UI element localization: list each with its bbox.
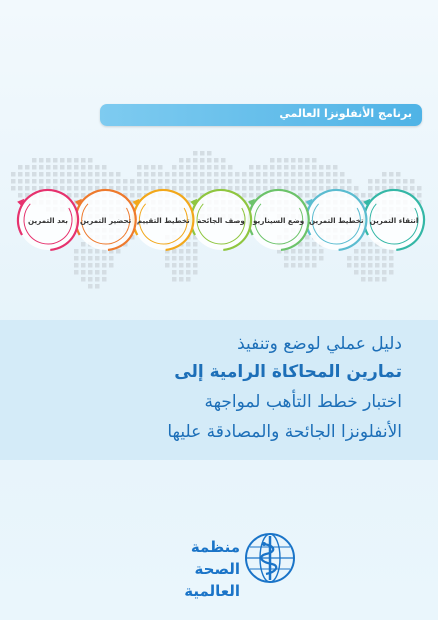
- map-dot: [158, 165, 163, 170]
- map-dot: [368, 263, 373, 268]
- map-dot: [270, 172, 275, 177]
- map-dot: [46, 165, 51, 170]
- map-dot: [207, 172, 212, 177]
- map-dot: [354, 263, 359, 268]
- map-dot: [81, 158, 86, 163]
- map-dot: [179, 263, 184, 268]
- map-dot: [221, 158, 226, 163]
- map-dot: [88, 284, 93, 289]
- map-dot: [144, 165, 149, 170]
- map-dot: [375, 277, 380, 282]
- map-dot: [375, 263, 380, 268]
- map-dot: [88, 165, 93, 170]
- map-dot: [102, 277, 107, 282]
- who-logo-line-1: منظمة: [190, 538, 240, 556]
- map-dot: [298, 165, 303, 170]
- map-dot: [165, 172, 170, 177]
- map-dot: [193, 158, 198, 163]
- map-dot: [172, 277, 177, 282]
- map-dot: [256, 165, 261, 170]
- map-dot: [200, 172, 205, 177]
- map-dot: [81, 263, 86, 268]
- map-dot: [67, 172, 72, 177]
- map-dot: [151, 165, 156, 170]
- map-dot: [312, 165, 317, 170]
- map-dot: [39, 158, 44, 163]
- map-dot: [340, 172, 345, 177]
- map-dot: [179, 270, 184, 275]
- map-dot: [298, 172, 303, 177]
- map-dot: [102, 172, 107, 177]
- map-dot: [95, 263, 100, 268]
- map-dot: [102, 263, 107, 268]
- map-dot: [221, 172, 226, 177]
- map-dot: [277, 165, 282, 170]
- map-dot: [291, 263, 296, 268]
- map-dot: [326, 172, 331, 177]
- map-dot: [102, 270, 107, 275]
- map-dot: [88, 263, 93, 268]
- map-dot: [179, 172, 184, 177]
- map-dot: [74, 158, 79, 163]
- map-dot: [228, 165, 233, 170]
- map-dot: [186, 158, 191, 163]
- map-dot: [88, 158, 93, 163]
- map-dot: [256, 172, 261, 177]
- map-dot: [25, 165, 30, 170]
- map-dot: [207, 158, 212, 163]
- map-dot: [263, 165, 268, 170]
- map-dot: [109, 172, 114, 177]
- map-dot: [172, 263, 177, 268]
- map-dot: [172, 270, 177, 275]
- map-dot: [74, 263, 79, 268]
- map-dot: [270, 158, 275, 163]
- map-dot: [221, 165, 226, 170]
- map-dot: [186, 263, 191, 268]
- map-dot: [81, 270, 86, 275]
- map-dot: [319, 172, 324, 177]
- map-dot: [102, 165, 107, 170]
- map-dot: [298, 158, 303, 163]
- map-dot: [32, 172, 37, 177]
- map-dot: [305, 158, 310, 163]
- map-dot: [235, 172, 240, 177]
- map-dot: [32, 165, 37, 170]
- map-dot: [333, 165, 338, 170]
- map-dot: [179, 277, 184, 282]
- title-line-1: دليل عملي لوضع وتنفيذ: [237, 334, 402, 354]
- map-dot: [312, 172, 317, 177]
- map-dot: [284, 172, 289, 177]
- map-dot: [144, 172, 149, 177]
- map-dot: [81, 172, 86, 177]
- map-dot: [277, 172, 282, 177]
- map-dot: [193, 165, 198, 170]
- map-dot: [95, 165, 100, 170]
- map-dot: [354, 270, 359, 275]
- who-emblem-icon: [242, 530, 298, 586]
- cycle-step-label: انتقاء التمرين: [369, 216, 419, 225]
- map-dot: [95, 270, 100, 275]
- cycle-step: [7, 180, 89, 260]
- who-logo-text: [150, 536, 240, 602]
- map-dot: [186, 277, 191, 282]
- map-dot: [137, 165, 142, 170]
- map-dot: [137, 172, 142, 177]
- map-dot: [263, 172, 268, 177]
- map-dot: [361, 270, 366, 275]
- map-dot: [39, 165, 44, 170]
- cycle-step-label: تخطيط التمرين: [309, 216, 364, 225]
- map-dot: [172, 172, 177, 177]
- map-dot: [249, 165, 254, 170]
- map-dot: [284, 263, 289, 268]
- cycle-step-label: وضع السيناريو: [253, 216, 305, 225]
- map-dot: [319, 165, 324, 170]
- map-dot: [53, 172, 58, 177]
- title-line-3: اختبار خطط التأهب لمواجهة: [204, 392, 402, 412]
- map-dot: [88, 277, 93, 282]
- map-dot: [382, 270, 387, 275]
- map-dot: [228, 172, 233, 177]
- map-dot: [284, 158, 289, 163]
- title-line-4: الأنفلونزا الجائحة والمصادقة عليها: [167, 422, 402, 442]
- map-dot: [95, 172, 100, 177]
- map-dot: [67, 165, 72, 170]
- map-dot: [32, 158, 37, 163]
- map-dot: [46, 172, 51, 177]
- map-dot: [186, 165, 191, 170]
- map-dot: [312, 158, 317, 163]
- map-dot: [389, 263, 394, 268]
- map-dot: [207, 165, 212, 170]
- map-dot: [74, 165, 79, 170]
- map-dot: [396, 172, 401, 177]
- map-dot: [18, 165, 23, 170]
- map-dot: [333, 172, 338, 177]
- map-dot: [67, 158, 72, 163]
- banner-text: برنامج الأنفلونزا العالمي: [279, 107, 412, 120]
- map-dot: [158, 172, 163, 177]
- map-dot: [277, 158, 282, 163]
- map-dot: [270, 165, 275, 170]
- map-dot: [326, 165, 331, 170]
- map-dot: [312, 263, 317, 268]
- map-dot: [88, 172, 93, 177]
- map-dot: [53, 158, 58, 163]
- map-dot: [200, 158, 205, 163]
- map-dot: [200, 165, 205, 170]
- map-dot: [298, 263, 303, 268]
- map-dot: [60, 165, 65, 170]
- map-dot: [214, 158, 219, 163]
- map-dot: [284, 165, 289, 170]
- map-dot: [291, 172, 296, 177]
- map-dot: [214, 165, 219, 170]
- map-dot: [95, 284, 100, 289]
- map-dot: [11, 172, 16, 177]
- cycle-step-label: وصف الجائحة: [197, 216, 245, 225]
- map-dot: [347, 263, 352, 268]
- map-dot: [305, 172, 310, 177]
- map-dot: [39, 172, 44, 177]
- cycle-step-label: تخطيط التقييم: [136, 216, 190, 225]
- cycle-step-label: بعد التمرين: [28, 216, 68, 225]
- map-dot: [368, 270, 373, 275]
- cycle-step-label: تحضير التمرين: [79, 216, 132, 225]
- map-dot: [389, 172, 394, 177]
- program-banner: [100, 104, 422, 126]
- map-dot: [88, 270, 93, 275]
- map-dot: [186, 172, 191, 177]
- who-logo: [150, 526, 320, 600]
- map-dot: [305, 165, 310, 170]
- map-dot: [25, 172, 30, 177]
- map-dot: [172, 165, 177, 170]
- map-dot: [291, 165, 296, 170]
- map-dot: [95, 277, 100, 282]
- map-dot: [382, 263, 387, 268]
- map-dot: [193, 270, 198, 275]
- map-dot: [249, 172, 254, 177]
- map-dot: [179, 158, 184, 163]
- map-dot: [207, 151, 212, 156]
- map-dot: [165, 263, 170, 268]
- map-dot: [81, 277, 86, 282]
- map-dot: [214, 172, 219, 177]
- title-band: [0, 320, 438, 460]
- map-dot: [193, 263, 198, 268]
- map-dot: [74, 270, 79, 275]
- map-dot: [46, 158, 51, 163]
- map-dot: [60, 172, 65, 177]
- map-dot: [18, 172, 23, 177]
- map-dot: [53, 165, 58, 170]
- who-logo-line-2: الصحة العالمية: [184, 560, 240, 600]
- map-dot: [109, 263, 114, 268]
- map-dot: [151, 172, 156, 177]
- map-dot: [242, 172, 247, 177]
- exercise-cycle-diagram: [0, 180, 438, 260]
- map-dot: [375, 270, 380, 275]
- map-dot: [361, 263, 366, 268]
- map-dot: [389, 270, 394, 275]
- map-dot: [193, 151, 198, 156]
- map-dot: [186, 270, 191, 275]
- map-dot: [382, 172, 387, 177]
- map-dot: [382, 277, 387, 282]
- map-dot: [60, 158, 65, 163]
- map-dot: [291, 158, 296, 163]
- map-dot: [361, 277, 366, 282]
- map-dot: [74, 172, 79, 177]
- map-dot: [305, 263, 310, 268]
- map-dot: [368, 277, 373, 282]
- map-dot: [200, 151, 205, 156]
- map-dot: [193, 172, 198, 177]
- title-line-2: تمارين المحاكاة الرامية إلى: [174, 362, 402, 382]
- map-dot: [116, 172, 121, 177]
- map-dot: [81, 165, 86, 170]
- map-dot: [179, 165, 184, 170]
